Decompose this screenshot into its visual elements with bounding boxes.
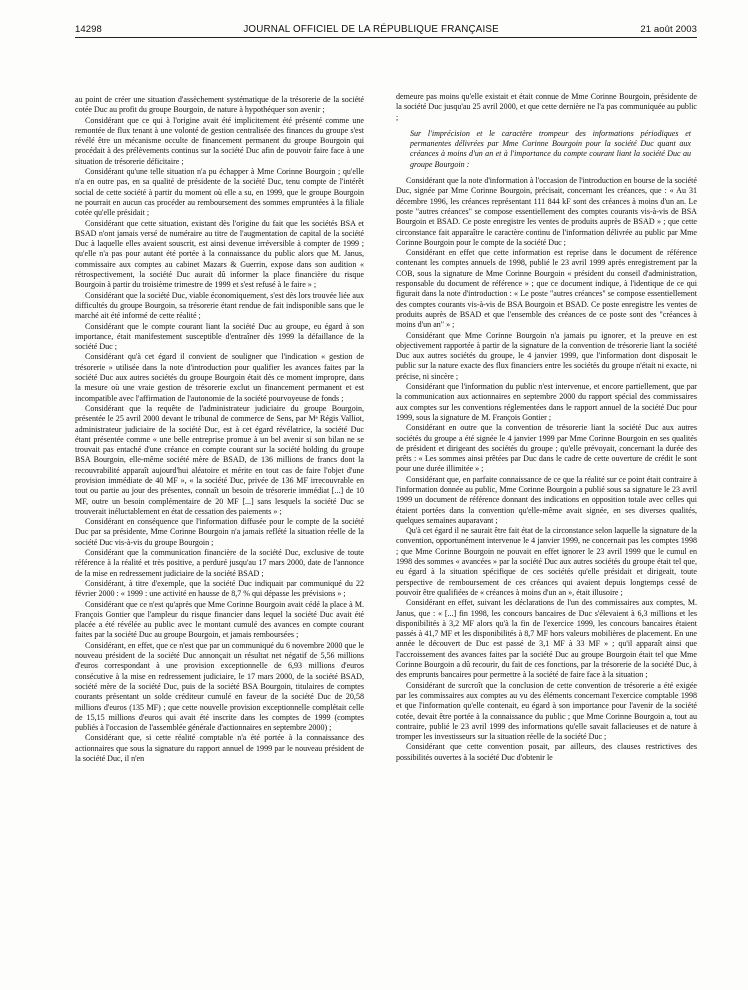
paragraph: Considérant que cette convention posait, par ailleurs, des clauses restrictives des possibilités ouvertes à la société Duc d'obtenir le	[396, 742, 697, 762]
page-number: 14298	[75, 23, 102, 35]
header-rule	[75, 37, 697, 38]
page-header	[75, 22, 697, 36]
paragraph: Considérant en conséquence que l'information diffusée pour le compte de la société Duc par sa présidente, Mme Corinne Bourgoin n'a jamais reflété la situation réelle de la société Duc vis-à-vis du groupe Bourgoin ;	[75, 517, 364, 547]
paragraph: Considérant que le compte courant liant la société Duc au groupe, eu égard à son importance, était manifestement susceptible d'entraîner dès 1999 la défaillance de la société Duc ;	[75, 321, 364, 352]
paragraph: Considérant qu'une telle situation n'a pu échapper à Mme Corinne Bourgoin ; qu'elle n'a en outre pas, en sa qualité de présidente de la société Duc, tenu compte de l'intérêt social de cette société à partir du moment où elle a su, en 1999, que le groupe Bourgoin ne pourrait en aucun cas procéder au remboursement des sommes empruntées à la filiale cotée qu'elle présidait ;	[75, 167, 364, 218]
right-column	[396, 92, 697, 763]
paragraph: Qu'à cet égard il ne saurait être fait état de la circonstance selon laquelle la signature de la convention, opportunément intervenue le 4 janvier 1999, ne concernait pas les comptes 1998 ; que Mme Corinne Bourgoin ne pouvait en effet ignorer le 23 avril 1999 que le cumul en 1998 des sommes « avancées » par la société Duc aux autres sociétés du groupe était tel que, eu égard à la situation spécifique de ces sociétés qu'elle présidait et dirigeait, toute perspective de remboursement de ces créances qui avaient depuis longtemps cessé de pouvoir être qualifiées de « créances à moins d'un an », était illusoire ;	[396, 526, 697, 597]
paragraph: Considérant en effet que cette information est reprise dans le document de référence contenant les comptes annuels de 1998, publié le 23 avril 1999 après enregistrement par la COB, sous la signature de Mme Corinne Bourgoin « président du conseil d'administration, responsable du document de référence » ; que ce document indique, à l'identique de ce qui figurait dans la note d'introduction : « Le poste "autres créances" se compose essentiellement des comptes courants vis-à-vis de BSA Bourgoin et BSAD. Ce poste enregistre les ventes de produits auprès de BSAD et que l'ensemble des créances de ce poste sont des "créances à moins d'un an" » ;	[396, 248, 697, 330]
journal-title: JOURNAL OFFICIEL DE LA RÉPUBLIQUE FRANÇAISE	[243, 23, 499, 35]
left-column	[75, 95, 364, 764]
paragraph: Considérant de surcroît que la conclusion de cette convention de trésorerie a été exigée par les commissaires aux comptes au vu des éléments concernant l'exercice comptable 1998 et que l'information qu'elle contenait, eu égard à son importance pour l'avenir de la société cotée, devait être portée à la connaissance du public ; que Mme Corinne Bourgoin a, tout au contraire, publié le 23 avril 1999 des informations qu'elle savait fallacieuses et de nature à tromper les investisseurs sur la situation réelle de la société Duc ;	[396, 680, 697, 742]
publication-date: 21 août 2003	[640, 23, 697, 35]
paragraph: Considérant que la note d'information à l'occasion de l'introduction en bourse de la société Duc, signée par Mme Corinne Bourgoin, précisait, concernant les créances, que : « Au 31 décembre 1996, les créances représentant 111 844 kF sont des créances à moins d'un an. Le poste "autres créances" se compose essentiellement des comptes courants vis-à-vis de BSA Bourgoin et BSAD. Ce poste enregistre les ventes de produits auprès de BSAD » ; que cette circonstance fait apparaître le caractère continu de l'information délivrée au public par Mme Corinne Bourgoin pour le compte de la société Duc ;	[396, 176, 697, 247]
paragraph: Considérant que la requête de l'administrateur judiciaire du groupe Bourgoin, présentée le 25 avril 2000 devant le tribunal de commerce de Sens, par Mᵉ Régis Valliot, administrateur judiciaire de la société Duc, est à cet égard révélatrice, la société Duc étant présentée comme « une belle entreprise promue à un bel avenir si son bilan ne se trouvait pas entaché d'une créance en compte courant sur la société holding du groupe BSA Bourgoin, elle-même société mère de BSAD, de 136 millions de francs dont la recouvrabilité apparaît aujourd'hui aléatoire et mérite en tout cas de faire l'objet d'une provision immédiate de 40 MF », « la société Duc, privée de 136 MF irrecouvrable en tout ou partie au jour des présentes, connaît un besoin de trésorerie immédiat [...] de 10 MF, outre un besoin complémentaire de 20 MF [...] sans lesquels la société Duc se trouverait inéluctablement en état de cessation des paiements » ;	[75, 403, 364, 516]
paragraph: Considérant que, en parfaite connaissance de ce que la réalité sur ce point était contraire à l'information donnée au public, Mme Corinne Bourgoin a publié sous sa signature le 23 avril 1999 un document de référence donnant des indications en opposition totale avec celles qui étaient portées dans la convention qu'elle-même avait signée, en ses diverses qualités, quelques semaines auparavant ;	[396, 474, 697, 525]
section-heading: Sur l'imprécision et le caractère trompeur des informations périodiques et permanentes délivrées par Mme Corinne Bourgoin pour la société Duc quant aux créances à moins d'un an et à l'importance du compte courant liant la société Duc au groupe Bourgoin :	[410, 128, 691, 169]
paragraph: Considérant qu'à cet égard il convient de souligner que l'indication « gestion de trésorerie » utilisée dans la note d'introduction pour qualifier les avances faites par la société Duc aux autres sociétés du groupe Bourgoin était dès ce moment impropre, dans la mesure où une vraie gestion de trésorerie exclut un financement permanent et est incompatible avec l'affirmation de l'autonomie de la société pourvoyeuse de fonds ;	[75, 352, 364, 403]
paragraph: Considérant que l'information du public n'est intervenue, et encore partiellement, que par la communication aux actionnaires en septembre 2000 du rapport spécial des commissaires aux comptes sur les conventions réglementées dans le rapport annuel de la société Duc pour 1999, sous la signature de M. François Gontier ;	[396, 382, 697, 422]
paragraph: Considérant que ce n'est qu'après que Mme Corinne Bourgoin avait cédé la place à M. François Gontier que l'ampleur du risque financier dans lequel la société Duc avait été placée a été révélée au public avec le montant cumulé des avances en compte courant faites par la société Duc au groupe Bourgoin, et jamais remboursées ;	[75, 599, 364, 640]
paragraph: Considérant que Mme Corinne Bourgoin n'a jamais pu ignorer, et la preuve en est objectivement rapportée à partir de la signature de la convention de trésorerie liant la société Duc aux autres sociétés du groupe, le 4 janvier 1999, que l'information dont disposait le public sur la nature exacte des flux financiers entre les sociétés du groupe n'était ni exacte, ni précise, ni sincère ;	[396, 330, 697, 381]
paragraph: Considérant, à titre d'exemple, que la société Duc indiquait par communiqué du 22 février 2000 : « 1999 : une activité en hausse de 8,7 % qui dépasse les prévisions » ;	[75, 578, 364, 599]
paragraph: Considérant en effet, suivant les déclarations de l'un des commissaires aux comptes, M. Janus, que : « [...] fin 1998, les concours bancaires de Duc s'élevaient à 6,3 millions et les disponibilités à 3,2 MF alors qu'à la fin de l'exercice 1999, les concours bancaires étaient passés à 41,7 MF et les disponibilités à 8,7 MF hors valeurs mobilières de placement. En une année le découvert de Duc est passé de 3,1 MF à 33 MF » ; qu'il apparaît ainsi que l'accroissement des avances faites par la société Duc au groupe Bourgoin était tel que Mme Corinne Bourgoin a dû recourir, du fait de ces fonctions, par la trésorerie de la société Duc, à des emprunts bancaires pour permettre à la société de faire face à la situation ;	[396, 598, 697, 680]
paragraph: Considérant que la communication financière de la société Duc, exclusive de toute référence à la réalité et très positive, a perduré jusqu'au 17 mars 2000, date de l'annonce de la mise en redressement judiciaire de la société BSAD ;	[75, 548, 364, 578]
paragraph: Considérant en outre que la convention de trésorerie liant la société Duc aux autres sociétés du groupe a été signée le 4 janvier 1999 par Mme Corinne Bourgoin en ses qualités de président et dirigeant des sociétés du groupe ; qu'elle prévoyait, concernant la durée des prêts : « Les sommes ainsi prêtées par Duc dans le cadre de cette ouverture de crédit le sont pour une durée illimitée » ;	[396, 423, 697, 474]
paragraph: Considérant que, si cette réalité comptable n'a été portée à la connaissance des actionnaires que sous la signature du rapport annuel de 1999 par le nouveau président de la société Duc, il n'en	[75, 733, 364, 763]
paragraph: demeure pas moins qu'elle existait et était connue de Mme Corinne Bourgoin, présidente de la société Duc jusqu'au 25 avril 2000, et que cette dernière ne l'a pas communiquée au public ;	[396, 92, 697, 122]
paragraph: Considérant que ce qui à l'origine avait été implicitement été présenté comme une remontée de flux tenant à une volonté de gestion centralisée des finances du groupe s'est révélé être un mécanisme occulte de financement permanent du groupe Bourgoin qui procédait à des prélèvements continus sur la société Duc afin de pouvoir faire face à une situation de trésorerie déficitaire ;	[75, 115, 364, 166]
paragraph: Considérant que cette situation, existant dès l'origine du fait que les sociétés BSA et BSAD n'ont jamais versé de numéraire au titre de l'augmentation de capital de la société Duc à laquelle elles avaient souscrit, est ainsi devenue irréversible à compter de 1999 ; qu'elle n'a pas pour autant été portée à la connaissance du public alors que M. Janus, commissaire aux comptes au cabinet Mazars & Guerrin, expose dans son audition « rétrospectivement, la société Duc aurait dû informer la place financière du risque Bourgoin à partir du troisième trimestre de 1999 et s'est refusé à le faire » ;	[75, 218, 364, 290]
paragraph: Considérant que la société Duc, viable économiquement, s'est dès lors trouvée liée aux difficultés du groupe Bourgoin, sa trésorerie étant rendue de fait indisponible sans que le marché ait été informé de cette réalité ;	[75, 290, 364, 321]
paragraph: Considérant, en effet, que ce n'est que par un communiqué du 6 novembre 2000 que le nouveau président de la société Duc annonçait un résultat net négatif de 5,56 millions d'euros correspondant à une provision exceptionnelle de 6,93 millions d'euros consécutive à la mise en redressement judiciaire, le 17 mars 2000, de la société BSAD, société mère de la société Duc, puis de la société BSA Bourgoin, titulaires de comptes courants présentant un solde créditeur cumulé en faveur de la société Duc de 20,58 millions d'euros (135 MF) ; que cette nouvelle provision exceptionnelle complétait celle de 15,15 millions d'euros qui avait été inscrite dans les comptes de 1999 (comptes publiés à l'occasion de l'assemblée générale d'actionnaires en septembre 2000) ;	[75, 640, 364, 733]
paragraph: au point de créer une situation d'assèchement systématique de la trésorerie de la société cotée Duc au profit du groupe Bourgoin, de nature à hypothéquer son avenir ;	[75, 95, 364, 115]
